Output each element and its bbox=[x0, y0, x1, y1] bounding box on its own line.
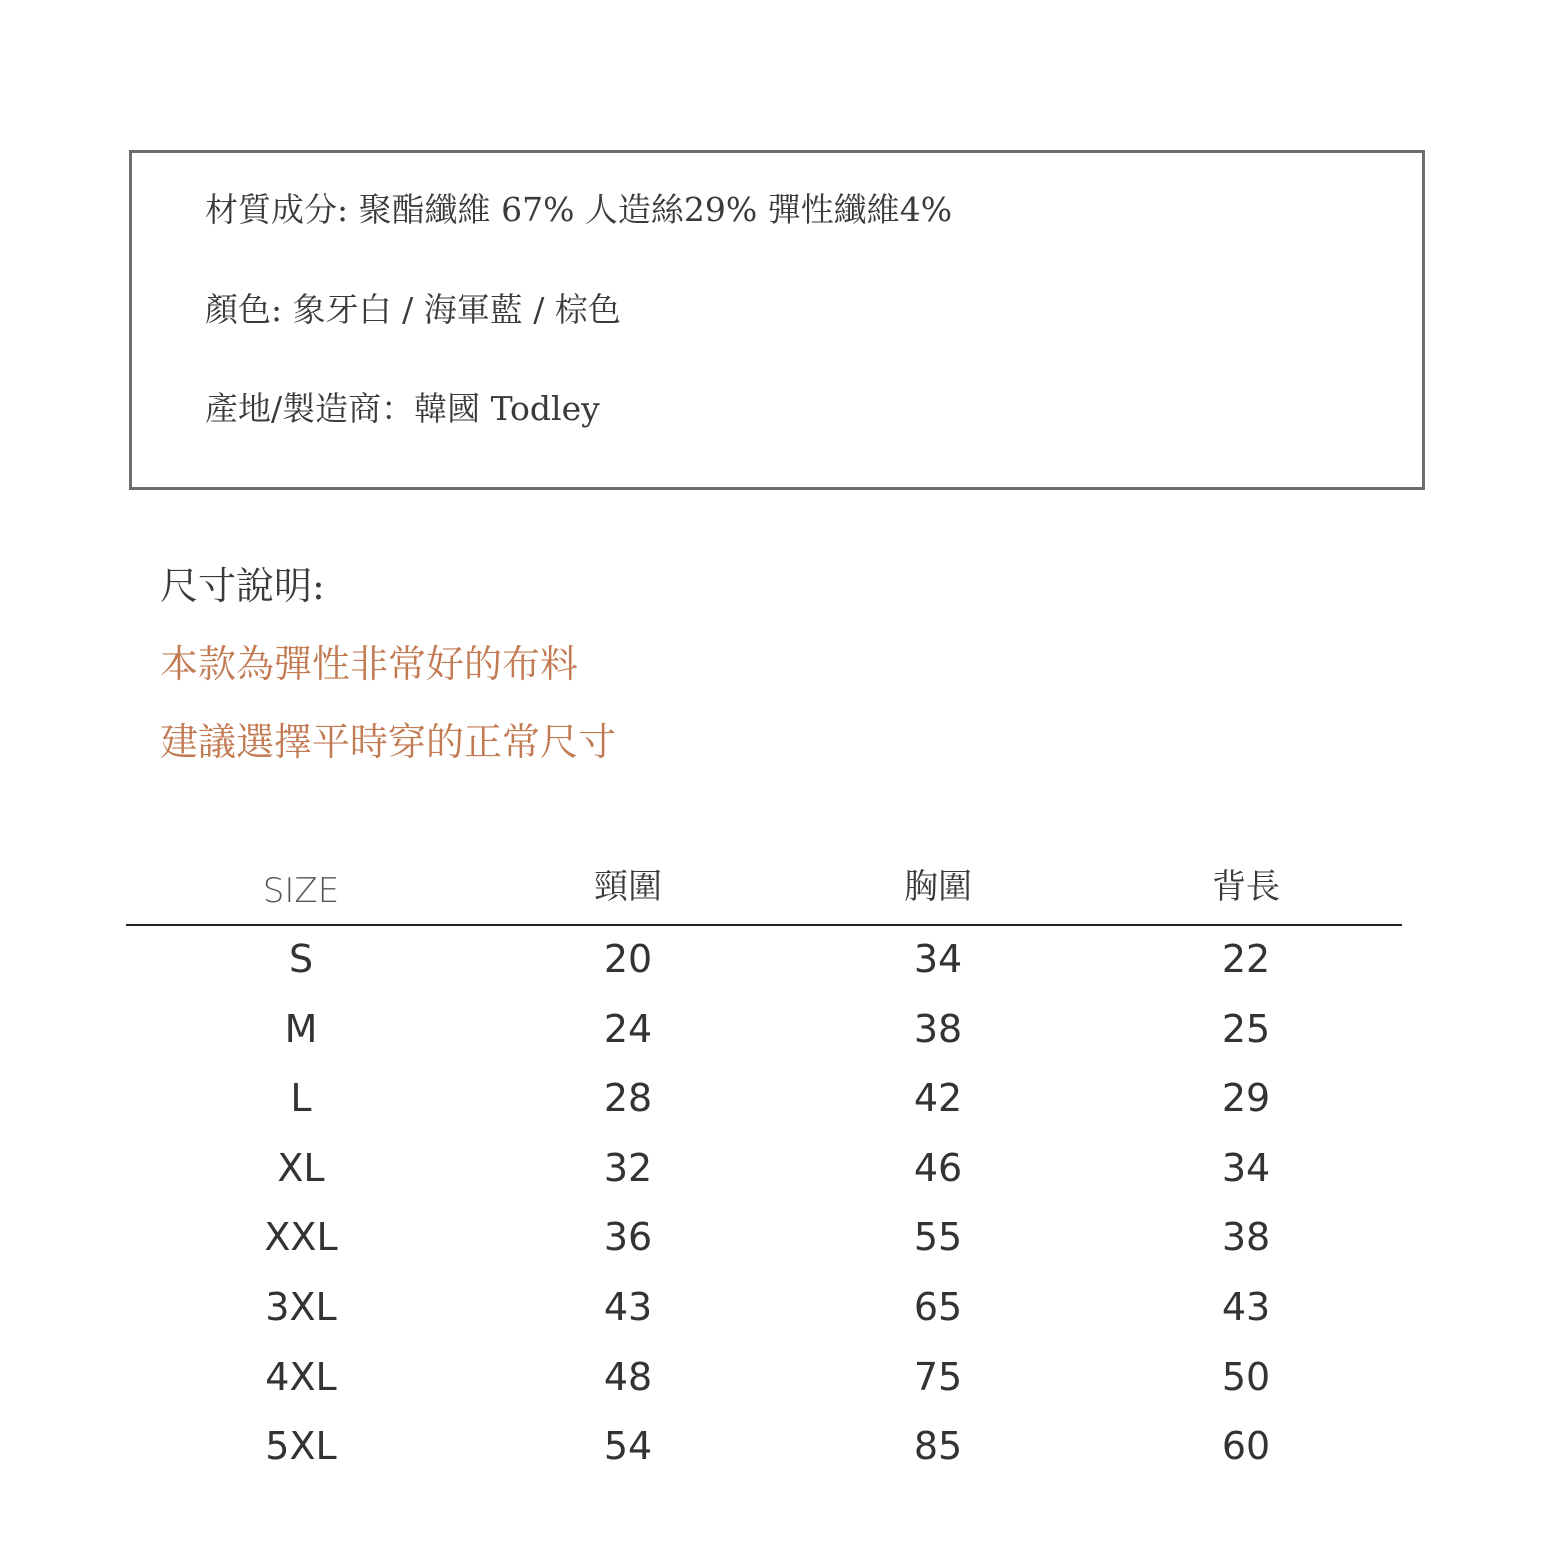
back-length-cell: 50 bbox=[1221, 1354, 1271, 1399]
neck-cell: 54 bbox=[603, 1424, 653, 1469]
chest-cell: 55 bbox=[913, 1215, 963, 1260]
back-length-cell: 43 bbox=[1221, 1284, 1271, 1329]
product-info-box bbox=[129, 150, 1425, 490]
neck-cell: 32 bbox=[603, 1145, 653, 1190]
size-chart-body bbox=[126, 926, 1402, 1483]
neck-cell: 48 bbox=[603, 1354, 653, 1399]
size-cell: 4XL bbox=[265, 1354, 337, 1399]
table-row bbox=[126, 996, 1402, 1066]
size-section-title: 尺寸說明: bbox=[160, 564, 325, 608]
chest-cell: 75 bbox=[913, 1354, 963, 1399]
neck-cell: 43 bbox=[603, 1284, 653, 1329]
table-row bbox=[126, 926, 1402, 996]
chest-cell: 46 bbox=[913, 1145, 963, 1190]
table-row bbox=[126, 1065, 1402, 1135]
size-note-recommendation: 建議選擇平時穿的正常尺寸 bbox=[160, 720, 617, 764]
back-length-cell: 25 bbox=[1221, 1006, 1271, 1051]
neck-cell: 36 bbox=[603, 1215, 653, 1260]
color-options: 顏色: 象牙白 / 海軍藍 / 棕色 bbox=[205, 290, 621, 329]
table-row bbox=[126, 1274, 1402, 1344]
chest-cell: 85 bbox=[913, 1424, 963, 1469]
header-neck: 頸圍 bbox=[594, 867, 662, 907]
header-back-length: 背長 bbox=[1212, 867, 1280, 907]
chest-cell: 65 bbox=[913, 1284, 963, 1329]
size-chart-table bbox=[126, 850, 1402, 1483]
back-length-cell: 22 bbox=[1221, 937, 1271, 981]
back-length-cell: 60 bbox=[1221, 1424, 1271, 1469]
size-cell: M bbox=[284, 1006, 318, 1051]
size-cell: XXL bbox=[264, 1215, 338, 1260]
origin-manufacturer: 產地/製造商：韓國 Todley bbox=[205, 389, 600, 428]
size-note-fabric: 本款為彈性非常好的布料 bbox=[160, 642, 579, 686]
neck-cell: 20 bbox=[603, 937, 653, 981]
table-row bbox=[126, 1344, 1402, 1414]
size-cell: 5XL bbox=[265, 1424, 337, 1469]
header-size: SIZE bbox=[262, 871, 340, 911]
table-row bbox=[126, 1204, 1402, 1274]
header-chest: 胸圍 bbox=[904, 867, 972, 907]
size-chart-header-row bbox=[126, 850, 1402, 926]
table-row bbox=[126, 1135, 1402, 1205]
chest-cell: 38 bbox=[913, 1006, 963, 1051]
size-cell: S bbox=[288, 937, 314, 981]
chest-cell: 42 bbox=[913, 1076, 963, 1121]
chest-cell: 34 bbox=[913, 937, 963, 981]
neck-cell: 24 bbox=[603, 1006, 653, 1051]
material-composition: 材質成分: 聚酯纖維 67% 人造絲29% 彈性纖維4% bbox=[205, 190, 953, 229]
size-cell: L bbox=[290, 1076, 312, 1121]
back-length-cell: 38 bbox=[1221, 1215, 1271, 1260]
back-length-cell: 29 bbox=[1221, 1076, 1271, 1121]
size-cell: XL bbox=[277, 1145, 325, 1190]
back-length-cell: 34 bbox=[1221, 1145, 1271, 1190]
table-row bbox=[126, 1413, 1402, 1483]
size-cell: 3XL bbox=[265, 1284, 337, 1329]
neck-cell: 28 bbox=[603, 1076, 653, 1121]
